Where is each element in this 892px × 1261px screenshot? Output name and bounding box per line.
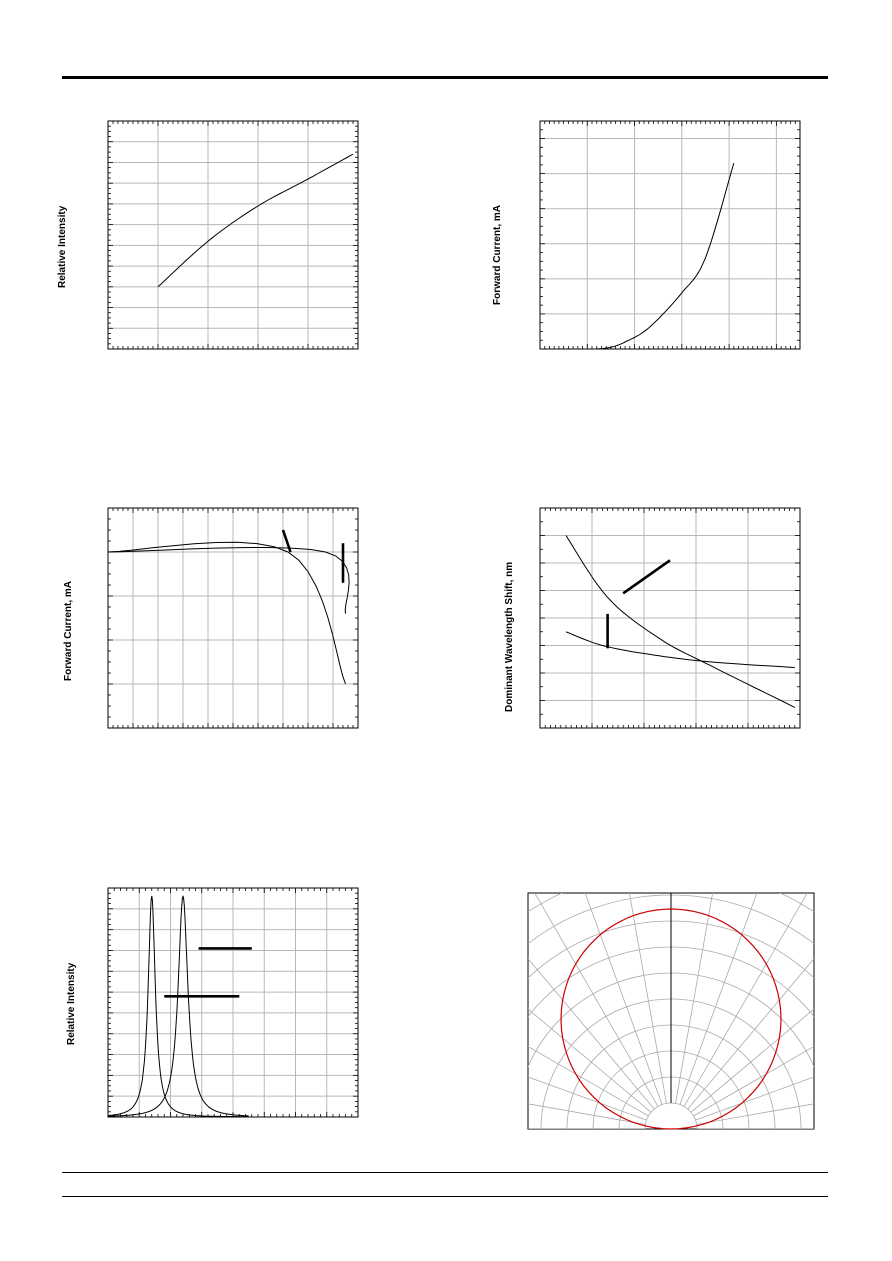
c6-spoke	[688, 823, 892, 1110]
c6-spoke	[680, 753, 808, 1104]
chart4-ylabel: Dominant Wavelength Shift, nm	[504, 561, 515, 712]
c6-grid	[271, 729, 892, 1261]
header-rule	[62, 76, 828, 79]
c3-series-0	[108, 542, 346, 684]
c3-series-1	[108, 548, 349, 614]
chart5-ylabel: Relative Intensity	[66, 962, 77, 1045]
c6-spoke	[365, 872, 652, 1112]
c5-grid	[108, 888, 358, 1117]
c6-ring	[567, 1025, 775, 1233]
chart1-ylabel: Relative Intensity	[57, 205, 68, 288]
c4-series-0	[566, 536, 795, 708]
footer-rule-2	[62, 1196, 828, 1197]
c6-spoke	[694, 929, 892, 1116]
c6-spoke	[277, 1060, 645, 1125]
c1-frame	[108, 121, 358, 349]
c6-spoke	[676, 735, 741, 1103]
c4-grid	[540, 508, 800, 728]
c6-frame	[528, 893, 814, 1129]
c5-series-0	[108, 896, 249, 1117]
c6-ring	[437, 895, 892, 1261]
c2-series-0	[597, 163, 734, 349]
c1-grid	[108, 121, 358, 349]
c6-spoke	[295, 992, 646, 1120]
c5-series-1	[108, 896, 249, 1116]
c6-ring	[489, 947, 853, 1261]
c6-ring	[541, 999, 801, 1259]
chart2-ylabel: Forward Current, mA	[492, 204, 503, 305]
c6-spoke	[414, 823, 654, 1110]
chart3-ylabel: Forward Current, mA	[63, 580, 74, 681]
c6-ring	[515, 973, 827, 1261]
c6-spoke	[695, 992, 892, 1120]
c3-frame	[108, 508, 358, 728]
c5-frame	[108, 888, 358, 1117]
c6-spoke	[691, 872, 892, 1112]
c2-frame	[540, 121, 800, 349]
c6-spoke	[471, 783, 658, 1107]
c6-spoke	[534, 753, 662, 1104]
c6-ring	[385, 843, 892, 1261]
c2-grid	[540, 121, 800, 349]
c6-ring	[463, 921, 879, 1261]
c6-spoke	[602, 735, 667, 1103]
footer-rule-1	[62, 1172, 828, 1173]
c4-series-1	[566, 632, 795, 668]
c6-ring	[619, 1077, 723, 1181]
c6-ring	[333, 791, 892, 1261]
c6-ring	[593, 1051, 749, 1207]
c6-ring	[411, 869, 892, 1261]
c4-frame	[540, 508, 800, 728]
c6-radiation-pattern	[561, 909, 781, 1129]
c3-series-2	[283, 530, 291, 552]
c6-ring	[359, 817, 892, 1261]
c3-grid	[108, 508, 358, 728]
c6-spoke	[697, 1060, 892, 1125]
c6-spoke	[325, 929, 649, 1116]
c6-ring	[645, 1103, 697, 1155]
c1-series-0	[158, 154, 353, 287]
c6-spoke	[684, 783, 871, 1107]
c4-series-2	[623, 560, 670, 593]
